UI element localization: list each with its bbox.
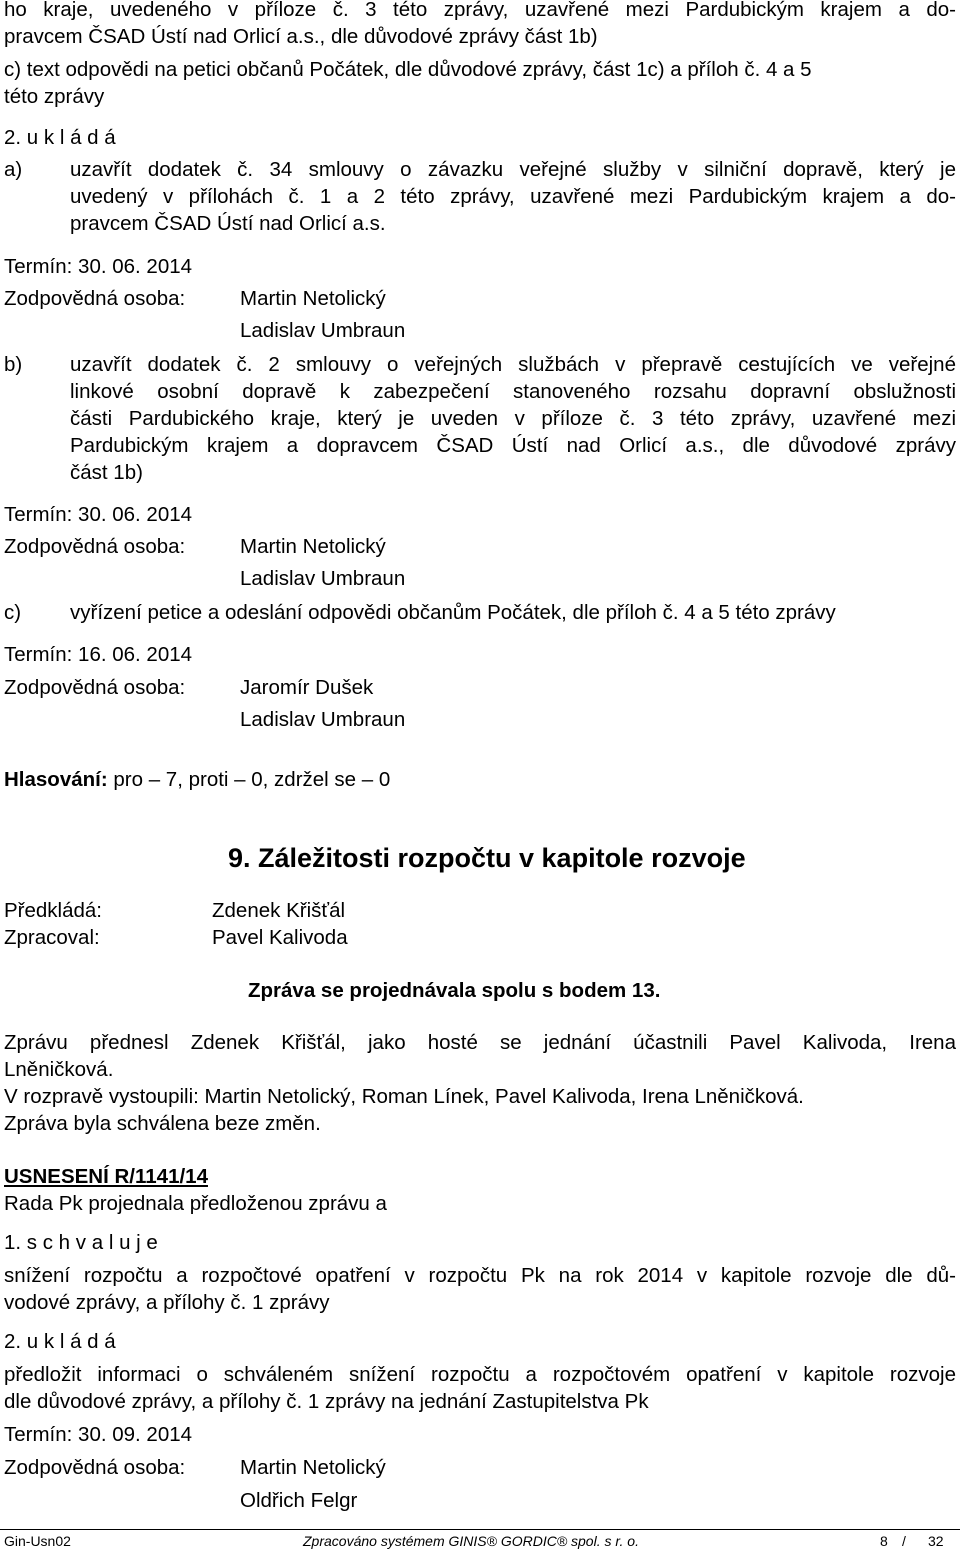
projednavala-note: Zpráva se projednávala spolu s bodem 13. xyxy=(248,979,661,1002)
item-a-line-2: uvedený v přílohách č. 1 a 2 této zprávy, uzavřené mezi Pardubickým krajem a do- xyxy=(70,185,956,208)
usneseni-intro: Rada Pk projednala předloženou zprávu a xyxy=(4,1192,387,1215)
item-b-osoba-2: Ladislav Umbraun xyxy=(240,567,406,590)
item-c-osoba-2: Ladislav Umbraun xyxy=(240,708,406,731)
hlasovani-value: pro – 7, proti – 0, zdržel se – 0 xyxy=(113,768,391,791)
item-a-osoba-1: Martin Netolický xyxy=(240,287,386,310)
hlasovani-label: Hlasování: xyxy=(4,768,108,791)
item-c-marker: c) xyxy=(4,601,22,624)
section9-osoba-2: Oldřich Felgr xyxy=(240,1489,358,1512)
item-b-line-1: uzavřít dodatek č. 2 smlouvy o veřejných službách v přepravě cestujících ve veřejné xyxy=(70,353,956,376)
item-c-osoba-1: Jaromír Dušek xyxy=(240,676,374,699)
section9-osoba-1: Martin Netolický xyxy=(240,1456,386,1479)
item-a-line-1: uzavřít dodatek č. 34 smlouvy o závazku veřejné služby v silniční dopravě, který je xyxy=(70,158,956,181)
item-a-osoba-2: Ladislav Umbraun xyxy=(240,319,406,342)
footer-doc-code: Gin-Usn02 xyxy=(4,1533,71,1549)
section9-termin: Termín: 30. 09. 2014 xyxy=(4,1423,193,1446)
item-a-termin: Termín: 30. 06. 2014 xyxy=(4,255,193,278)
item-b-osoba-label: Zodpovědná osoba: xyxy=(4,535,186,558)
section9-osoba-label: Zodpovědná osoba: xyxy=(4,1456,186,1479)
footer-page-separator: / xyxy=(902,1533,906,1549)
item-a-marker: a) xyxy=(4,158,23,181)
top-line-1: ho kraje, uvedeného v příloze č. 3 této zprávy, uzavřené mezi Pardubickým krajem a do- xyxy=(4,0,956,21)
uklada-2-line-1: předložit informaci o schváleném snížení rozpočtu a rozpočtovém opatření v kapitole rozvoje xyxy=(4,1363,956,1386)
para-3: Zpráva byla schválena beze změn. xyxy=(4,1112,321,1135)
para-1-line-1: Zprávu přednesl Zdenek Křišťál, jako hosté se jednání účastnili Pavel Kalivoda, Irena xyxy=(4,1031,956,1054)
footer-page-total: 32 xyxy=(928,1533,944,1549)
para-2: V rozpravě vystoupili: Martin Netolický, Roman Línek, Pavel Kalivoda, Irena Lněničková. xyxy=(4,1085,804,1108)
footer-page-number: 8 xyxy=(880,1533,888,1549)
item-c-line: vyřízení petice a odeslání odpovědi občanům Počátek, dle příloh č. 4 a 5 této zprávy xyxy=(70,601,836,624)
item-c-termin: Termín: 16. 06. 2014 xyxy=(4,643,193,666)
predklada-label: Předkládá: xyxy=(4,899,103,922)
zpracoval-value: Pavel Kalivoda xyxy=(212,926,348,949)
predklada-value: Zdenek Křišťál xyxy=(212,899,346,922)
footer-generator: Zpracováno systémem GINIS® GORDIC® spol. s r. o. xyxy=(303,1533,639,1549)
item-b-line-4: Pardubickým krajem a dopravcem ČSAD Ústí nad Orlicí a.s., dle důvodové zprávy xyxy=(70,434,956,457)
schvaluje-heading: 1. s c h v a l u j e xyxy=(4,1231,158,1254)
schvaluje-line-1: snížení rozpočtu a rozpočtové opatření v rozpočtu Pk na rok 2014 v kapitole rozvoje dle dů- xyxy=(4,1264,956,1287)
top-line-4: této zprávy xyxy=(4,85,105,108)
top-line-2: pravcem ČSAD Ústí nad Orlicí a.s., dle důvodové zprávy část 1b) xyxy=(4,25,598,48)
item-b-osoba-1: Martin Netolický xyxy=(240,535,386,558)
uklada-heading: 2. u k l á d á xyxy=(4,126,116,149)
schvaluje-line-2: vodové zprávy, a přílohy č. 1 zprávy xyxy=(4,1291,330,1314)
usneseni-title: USNESENÍ R/1141/14 xyxy=(4,1165,208,1188)
item-b-termin: Termín: 30. 06. 2014 xyxy=(4,503,193,526)
item-b-line-2: linkové osobní dopravě k zabezpečení stanoveného rozsahu dopravní obslužnosti xyxy=(70,380,956,403)
footer-rule xyxy=(0,1529,960,1530)
top-line-3: c) text odpovědi na petici občanů Počátek, dle důvodové zprávy, část 1c) a příloh č. 4 a 5 xyxy=(4,58,812,81)
item-c-osoba-label: Zodpovědná osoba: xyxy=(4,676,186,699)
uklada-2-line-2: dle důvodové zprávy, a přílohy č. 1 zprávy na jednání Zastupitelstva Pk xyxy=(4,1390,649,1413)
item-b-line-5: část 1b) xyxy=(70,461,143,484)
item-b-line-3: části Pardubického kraje, který je uveden v příloze č. 3 této zprávy, uzavřené mezi xyxy=(70,407,956,430)
uklada-2-heading: 2. u k l á d á xyxy=(4,1330,116,1353)
hlasovani xyxy=(4,767,390,793)
section-title: 9. Záležitosti rozpočtu v kapitole rozvoje xyxy=(228,843,746,873)
item-a-osoba-label: Zodpovědná osoba: xyxy=(4,287,186,310)
para-1-line-2: Lněničková. xyxy=(4,1058,114,1081)
item-b-marker: b) xyxy=(4,353,23,376)
zpracoval-label: Zpracoval: xyxy=(4,926,100,949)
item-a-line-3: pravcem ČSAD Ústí nad Orlicí a.s. xyxy=(70,212,386,235)
